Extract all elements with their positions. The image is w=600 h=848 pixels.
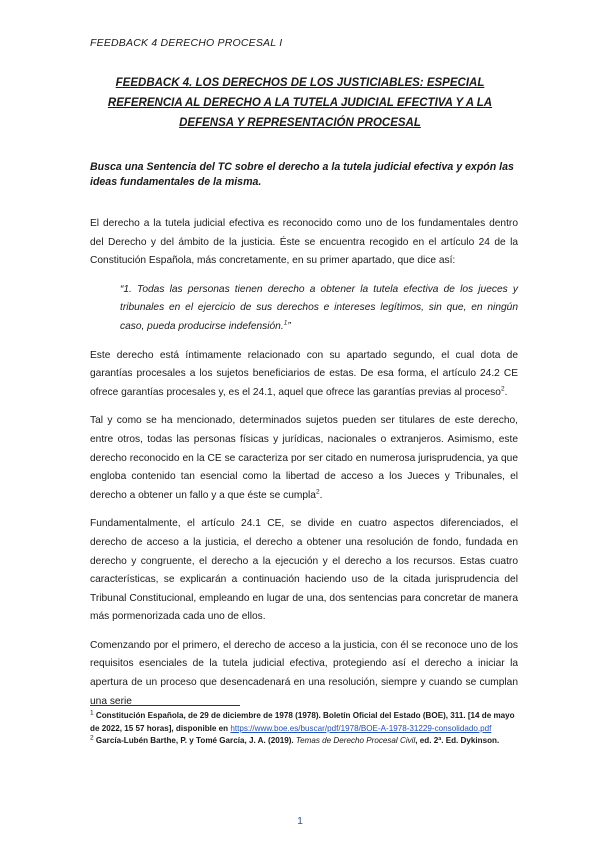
paragraph-fourth: Fundamentalmente, el artículo 24.1 CE, se divide en cuatro aspectos diferenciados, el derecho de acceso a la justicia, el derecho a obtener una resolución de fondo, fundada en derecho y congruente, el derecho a la ejecución y el derecho a los recursos. Estas cuatro características, se explicarán a continuación haciendo uso de la citada jurisprudencia del Tribunal Constitucional, empleando en lugar de una, dos sentencias para concretar de manera más pormenorizada cada uno de ellos. — [90, 518, 518, 623]
footnote-2 — [90, 735, 518, 748]
footnote-number: 1 — [90, 709, 94, 717]
footnote-separator — [90, 705, 240, 706]
body-text — [90, 215, 518, 721]
quote-text: “1. Todas las personas tienen derecho a obtener la tutela efectiva de los jueces y tribunales en el ejercicio de sus derechos e intereses legítimos, sin que, en ningún caso, pueda producirse indefensión. — [120, 283, 518, 332]
footnote-ref: 1 — [283, 319, 288, 327]
assignment-question: Busca una Sentencia del TC sobre el derecho a la tutela judicial efectiva y expón las ideas fundamentales de la misma. — [90, 161, 514, 188]
footnote-2-book-title: Temas de Derecho Procesal Civil — [295, 736, 416, 746]
paragraph-intro: El derecho a la tutela judicial efectiva es reconocido como uno de los fundamentales dentro del Derecho y del ámbito de la justicia. Éste se encuentra recogido en el artículo 24 de la Constitución Española, más concretamente, en su primer apartado, que dice así: — [90, 218, 518, 267]
footnote-number: 2 — [90, 734, 94, 742]
boe-pdf-link[interactable]: https://www.boe.es/buscar/pdf/1978/BOE-A-1978-31229-consolidado.pdf — [230, 723, 492, 733]
paragraph-second — [90, 347, 518, 403]
page-number: 1 — [297, 815, 303, 827]
paragraph-third-text: Tal y como se ha mencionado, determinados sujetos pueden ser titulares de este derecho, entre otros, todas las personas físicas y jurídicas, nacionales o extranjeros. Asimismo, este derecho reconocido en la CE se caracteriza por ser citado en numerosa jurisprudencia, ya que engloba contenido tan esencial como la libertad de acceso a los Jueces y Tribunales, el derecho a obtener un fallo y a que éste se cumpla — [90, 415, 518, 501]
footnote-1 — [90, 710, 518, 735]
paragraph-third-end: . — [319, 489, 323, 501]
paragraph-second-end: . — [504, 386, 508, 398]
footnote-ref: 2 — [500, 385, 505, 393]
footnote-2-authors: García-Lubén Barthe, P. y Tomé García, J. A. (2019). — [93, 736, 296, 746]
running-header: FEEDBACK 4 DERECHO PROCESAL I — [90, 37, 283, 49]
footnote-2-rest: , ed. 2ª. Ed. Dykinson. — [415, 736, 500, 746]
quote-close: ” — [287, 320, 291, 332]
footnote-ref: 2 — [315, 488, 320, 496]
footnote-1-text: Constitución Española, de 29 de diciembre de 1978 (1978). Boletín Oficial del Estado (BOE), 311. [14 de mayo de 2022, 15 57 horas], disponible en — [90, 711, 515, 733]
paragraph-third — [90, 412, 518, 505]
footnotes — [90, 710, 518, 748]
paragraph-second-text: Este derecho está íntimamente relacionado con su apartado segundo, el cual dota de garantías procesales a los sujetos beneficiarios de estas. De esa forma, el artículo 24.2 CE ofrece garantías procesales y, es el 24.1, aquel que ofrece las garantías previas al proceso — [90, 349, 518, 398]
constitution-quote — [90, 281, 518, 337]
document-title: FEEDBACK 4. LOS DERECHOS DE LOS JUSTICIABLES: ESPECIAL REFERENCIA AL DERECHO A LA TUTELA JUDICIAL EFECTIVA Y A LA DEFENSA Y REPRESENTACIÓN PROCESAL — [107, 77, 493, 129]
paragraph-fifth: Comenzando por el primero, el derecho de acceso a la justicia, con él se reconoce uno de los requisitos esenciales de la tutela judicial efectiva, protegiendo así el derecho a iniciar la apertura de un proceso que desencadenará en una resolución, siempre y cuando se cumplan una serie — [90, 639, 518, 707]
